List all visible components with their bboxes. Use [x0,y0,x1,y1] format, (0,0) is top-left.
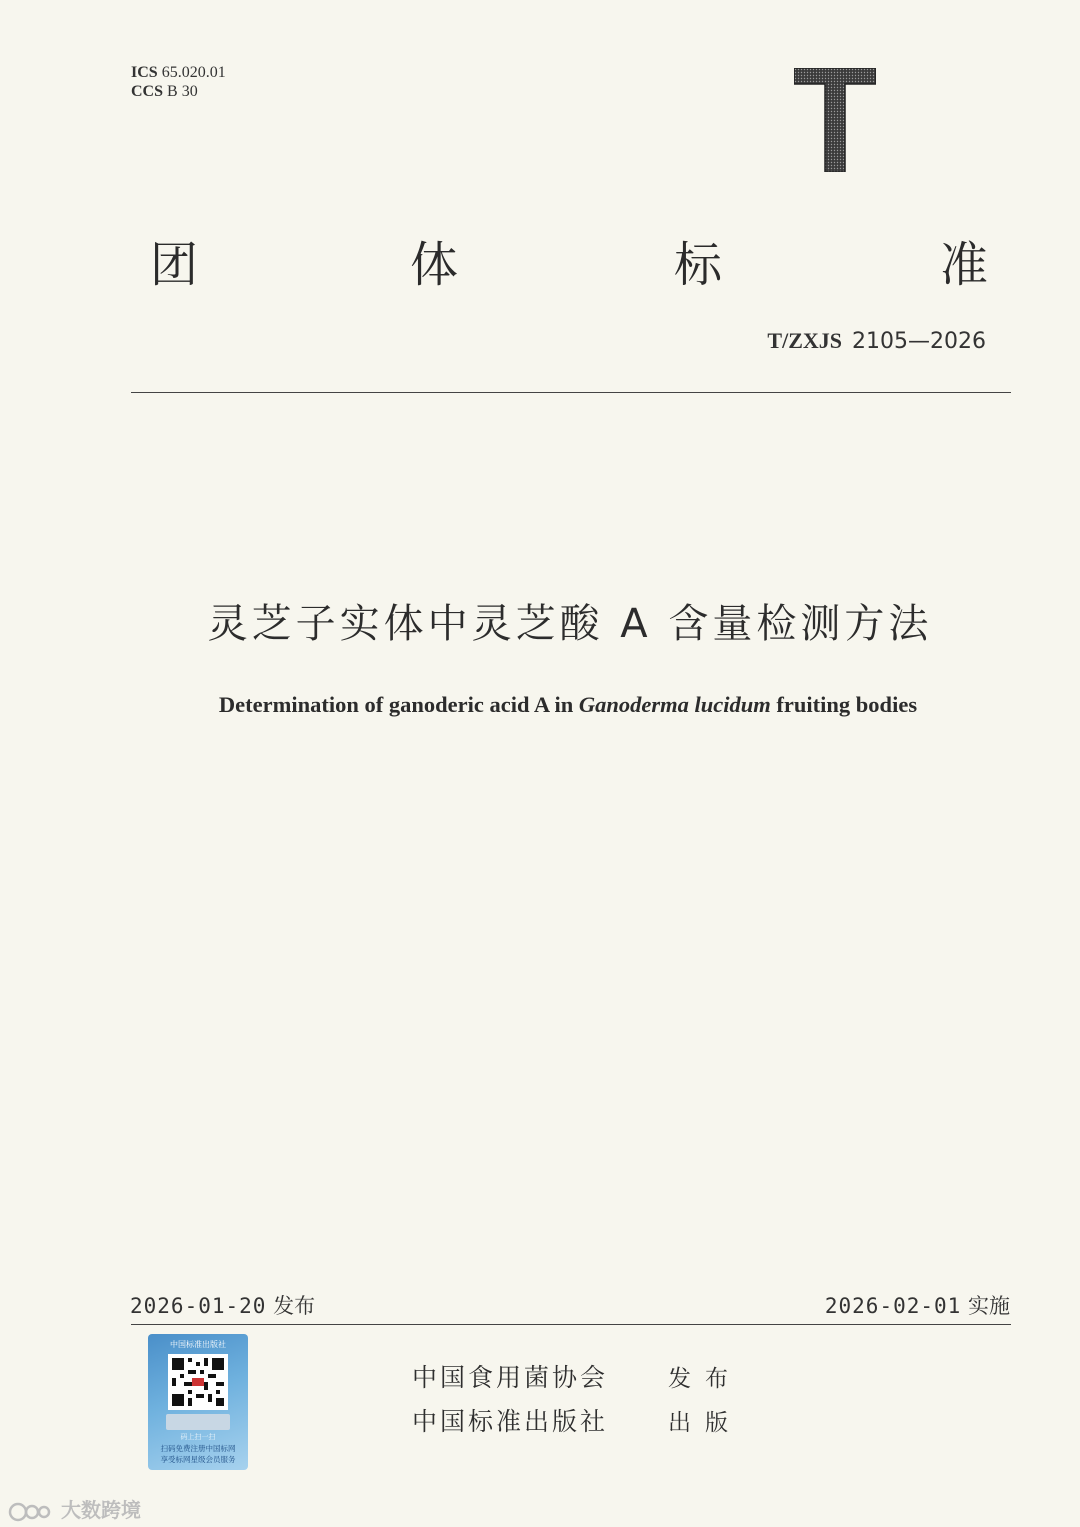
english-title-italic: Ganoderma lucidum [578,692,771,717]
category-char-2: 体 [410,237,459,293]
category-char-4: 准 [940,237,989,293]
publisher-org: 中国食用菌协会 [412,1363,609,1392]
publish-date: 2026-01-20 [130,1294,267,1318]
category-char-1: 团 [150,237,199,293]
ccs-value: B 30 [167,83,198,100]
implement-date-line [825,1290,1010,1320]
implement-date: 2026-02-01 [824,1294,962,1318]
printer-org: 中国标准出版社 [412,1407,609,1436]
ccs-label: CCS [131,83,164,100]
category-char-3: 标 [674,237,723,293]
printer-role: 出版 [668,1410,742,1436]
header-divider [131,392,1011,393]
ics-label: ICS [131,64,158,81]
standard-number-prefix: T/ZXJS [767,328,843,353]
english-title-part1: Determination of ganoderic acid A in [218,692,579,717]
ics-code [131,63,226,82]
qr-code-frame [168,1354,228,1410]
watermark-text: 大数跨境 [60,1498,141,1522]
publisher-role: 发布 [668,1366,742,1392]
footer-divider [131,1324,1011,1325]
standard-number [767,328,986,354]
label-scan-text: 码上扫一扫 [180,1433,216,1441]
ccs-code [131,82,198,101]
implement-label: 实施 [968,1294,1010,1318]
standard-t-mark-icon [794,68,876,172]
standard-number-value: 2105—2026 [852,329,986,354]
label-scratch-sticker [166,1414,230,1430]
publish-date-line [130,1290,315,1320]
ics-value: 65.020.01 [161,64,226,81]
english-title-part2: fruiting bodies [770,692,918,717]
label-text-line3: 享受标网星级会员服务 [160,1455,236,1464]
mark-letter: T [835,128,836,129]
watermark [8,1494,141,1523]
english-title [0,692,1080,718]
publish-label: 发布 [273,1294,316,1318]
label-header: 中国标准出版社 [170,1340,226,1349]
anti-counterfeit-label [148,1334,248,1470]
watermark-logo-icon [8,1501,54,1523]
label-text-line2: 扫码免费注册中国标网 [160,1444,236,1453]
chinese-title: 灵芝子实体中灵芝酸 A 含量检测方法 [207,601,933,647]
qr-code-icon[interactable] [172,1358,224,1406]
